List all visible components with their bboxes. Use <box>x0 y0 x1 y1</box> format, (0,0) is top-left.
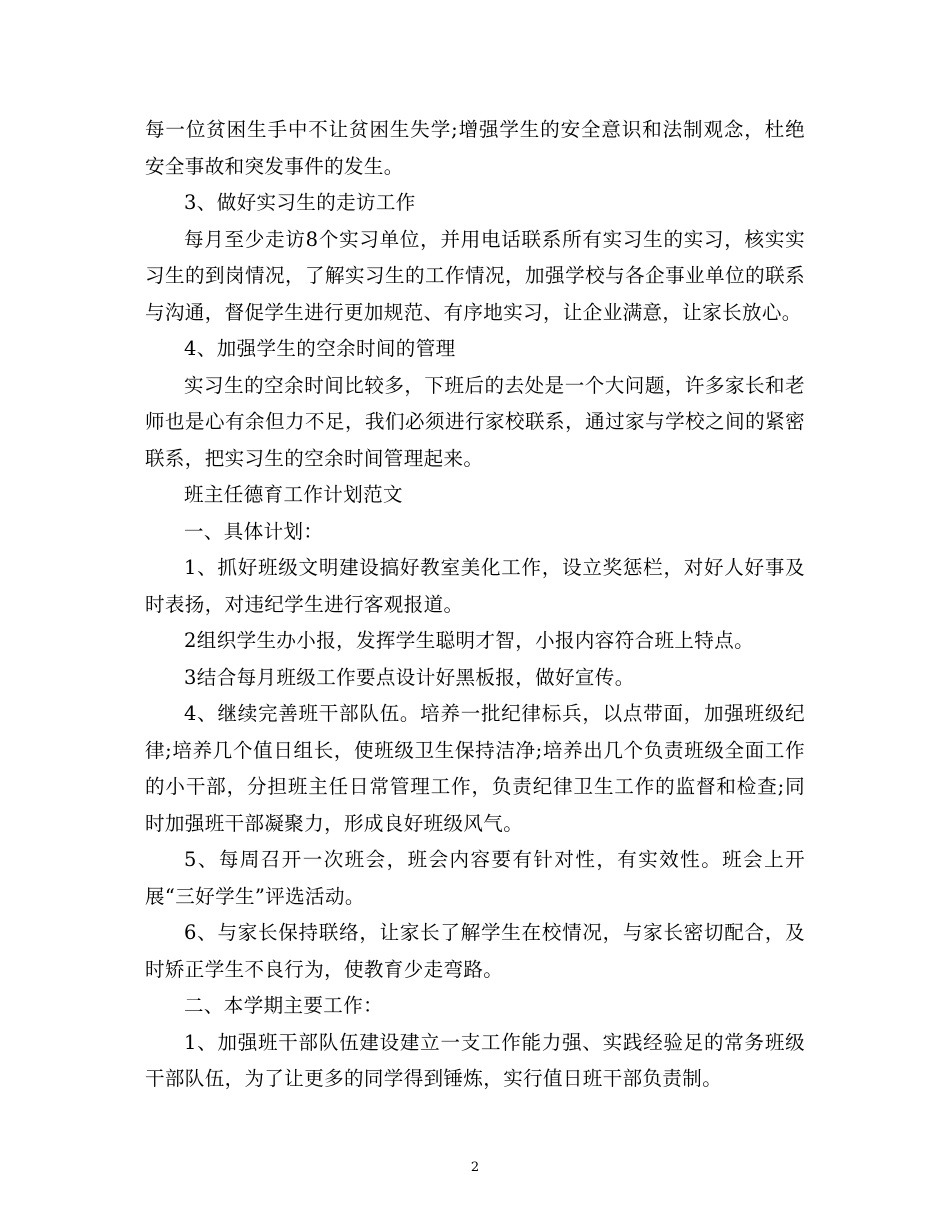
document-title: 班主任德育工作计划范文 <box>184 483 403 506</box>
paragraph: 每一位贫困生手中不让贫困生失学;增强学生的安全意识和法制观念，杜绝安全事故和突发事件的发生。 <box>145 118 805 178</box>
section-heading: 3、做好实习生的走访工作 <box>184 191 416 214</box>
section-heading: 一、具体计划： <box>184 519 324 543</box>
section-heading: 二、本学期主要工作： <box>184 994 384 1017</box>
page-number: 2 <box>470 1160 480 1175</box>
list-item: 5、每周召开一次班会，班会内容要有针对性，有实效性。班会上开展“三好学生”评选活动。 <box>145 848 805 908</box>
paragraph: 每月至少走访8个实习单位，并用电话联系所有实习生的实习，核实实习生的到岗情况，了解实习生的工作情况，加强学校与各企事业单位的联系与沟通，督促学生进行更加规范、有序地实习，让企业满意，让家长放心。 <box>145 227 805 324</box>
list-item: 6、与家长保持联络，让家长了解学生在校情况，与家长密切配合，及时矫正学生不良行为，使教育少走弯路。 <box>145 921 805 981</box>
paragraph: 实习生的空余时间比较多，下班后的去处是一个大问题，许多家长和老师也是心有余但力不足，我们必须进行家校联系，通过家与学校之间的紧密联系，把实习生的空余时间管理起来。 <box>145 373 805 470</box>
list-item: 4、继续完善班干部队伍。培养一批纪律标兵，以点带面，加强班级纪律;培养几个值日组长，使班级卫生保持洁净;培养出几个负责班级全面工作的小干部，分担班主任日常管理工作，负责纪律卫生工作的监督和检查;同时加强班干部凝聚力，形成良好班级风气。 <box>145 702 805 835</box>
list-item: 1、抓好班级文明建设搞好教室美化工作，设立奖惩栏，对好人好事及时表扬，对违纪学生进行客观报道。 <box>145 556 805 616</box>
list-item: 2组织学生办小报，发挥学生聪明才智，小报内容符合班上特点。 <box>184 629 755 652</box>
list-item: 3结合每月班级工作要点设计好黑板报，做好宣传。 <box>184 665 635 689</box>
section-heading: 4、加强学生的空余时间的管理 <box>184 337 456 360</box>
body-text <box>145 112 805 1098</box>
list-item: 1、加强班干部队伍建设建立一支工作能力强、实践经验足的常务班级干部队伍，为了让更多的同学得到锤炼，实行值日班干部负责制。 <box>145 1030 805 1090</box>
